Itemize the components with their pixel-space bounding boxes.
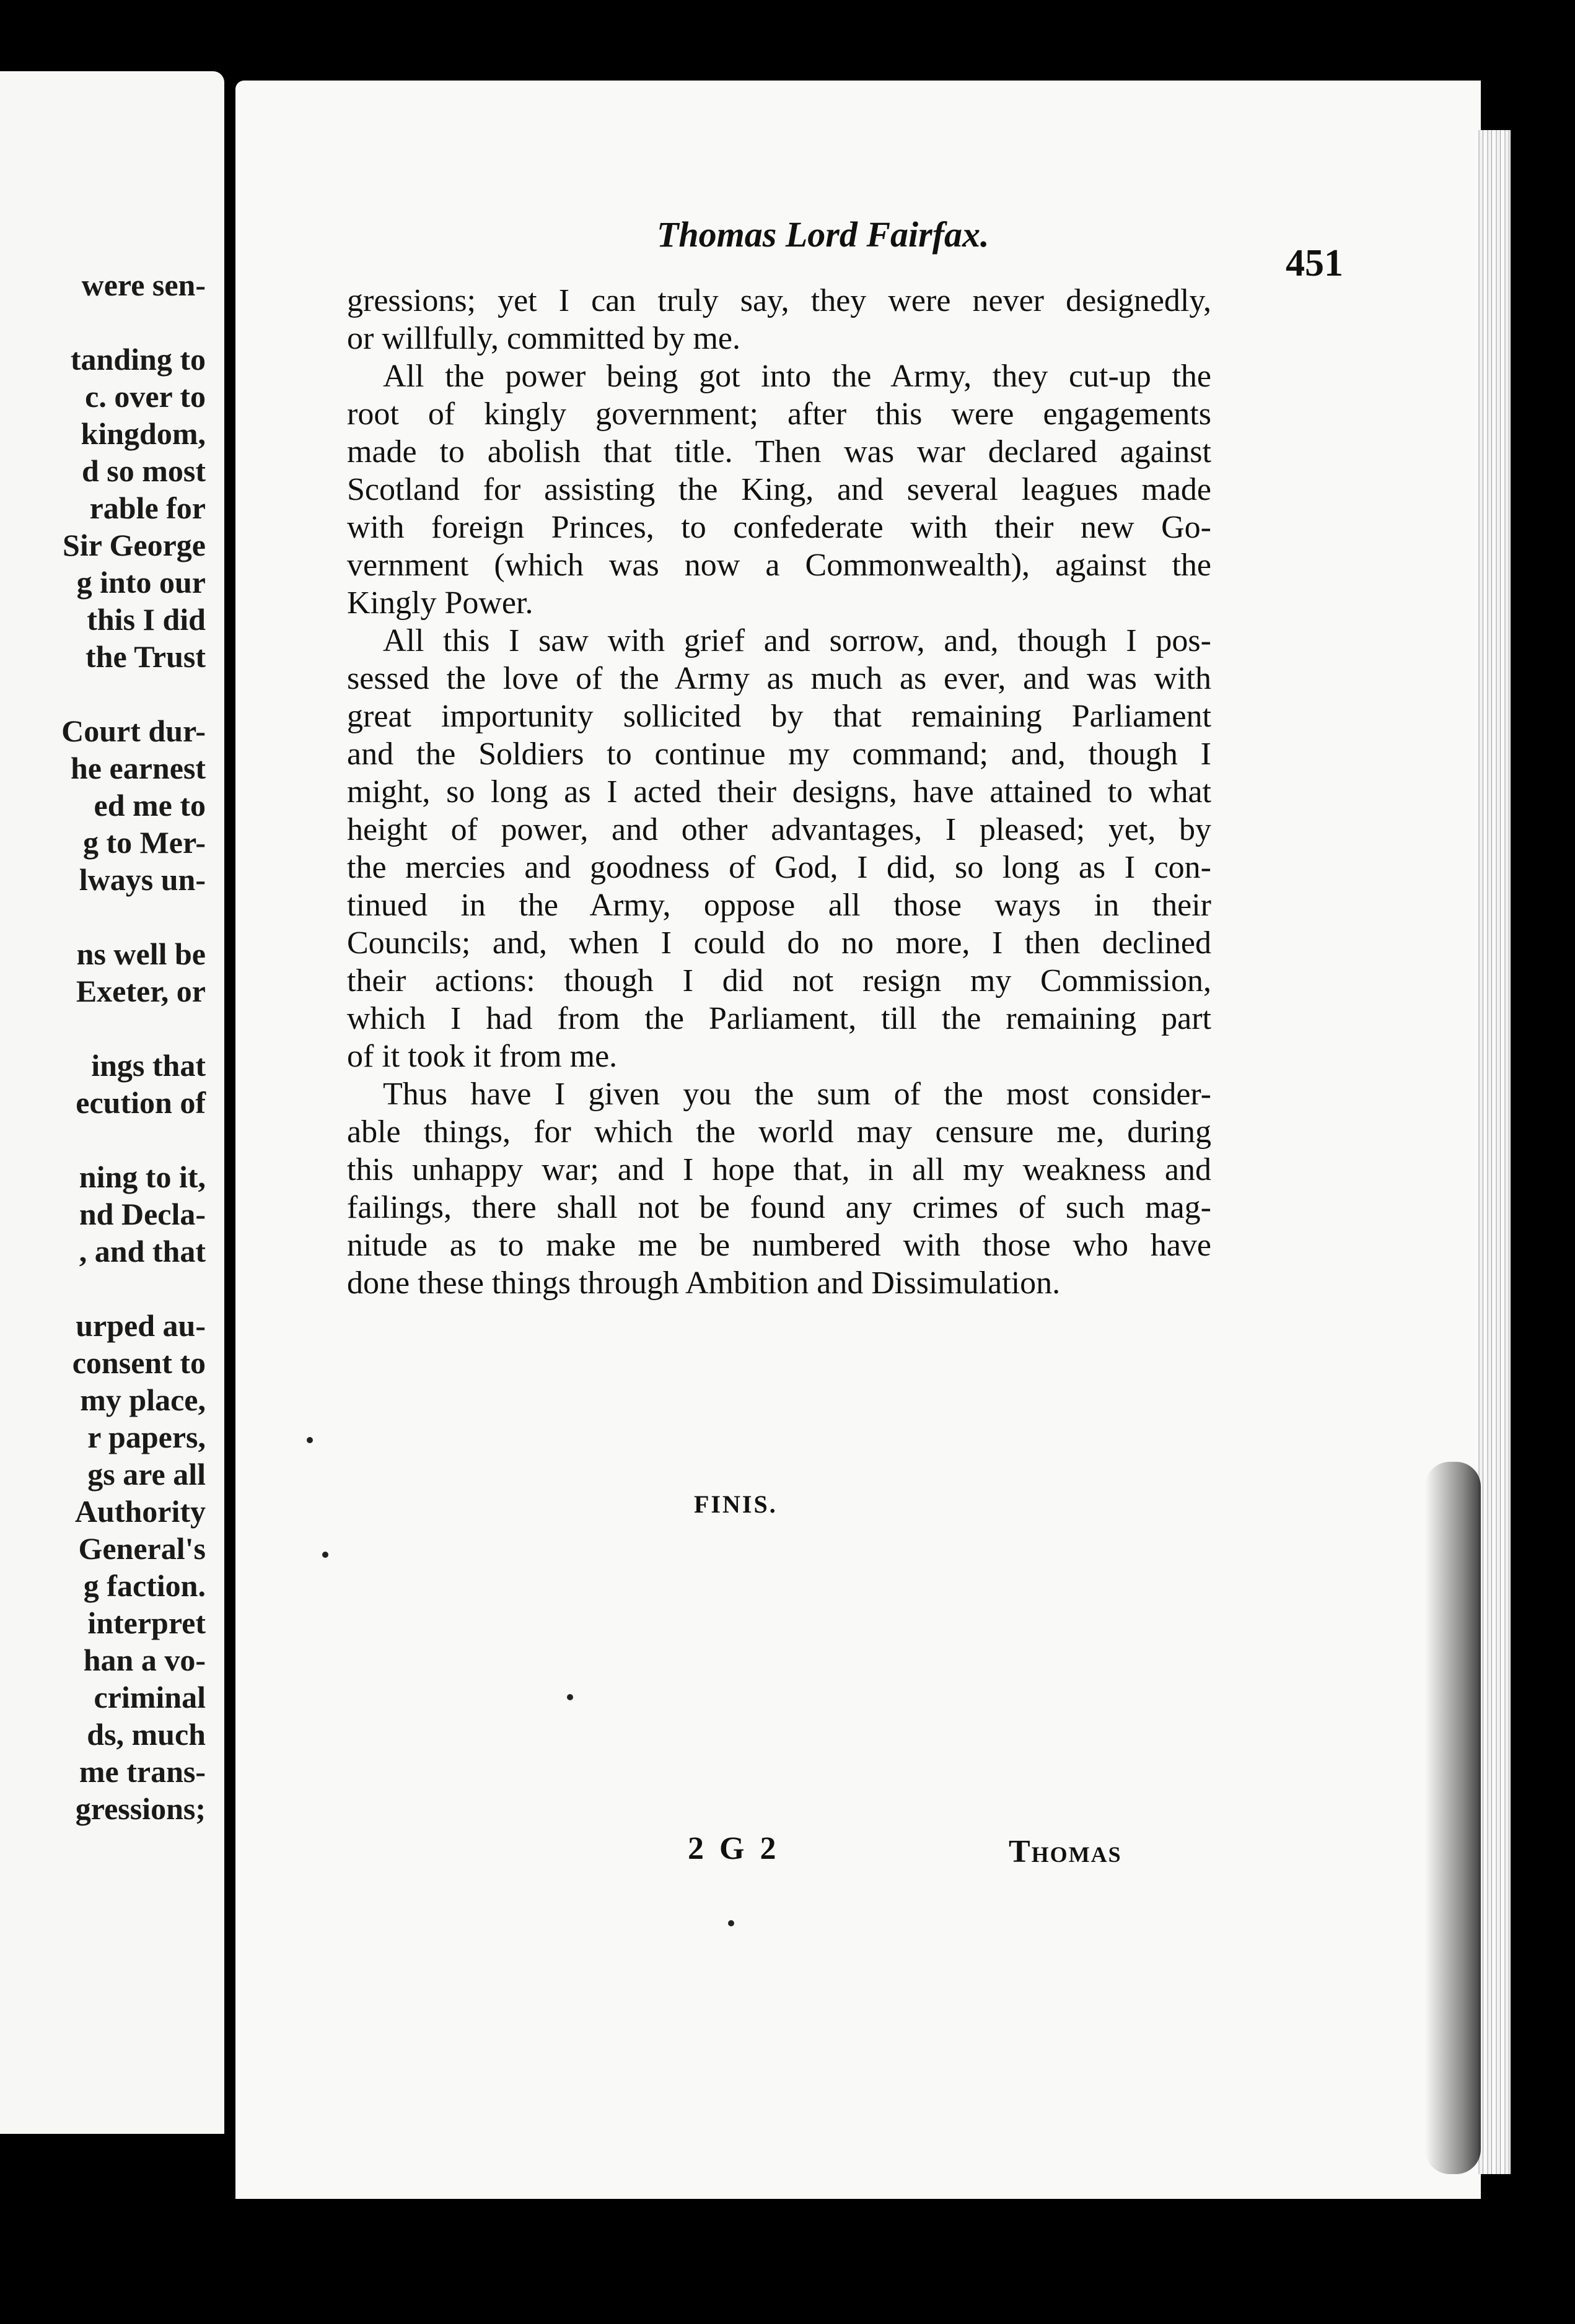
body-line: sessed the love of the Army as much as ever, and was with: [347, 661, 1211, 696]
left-page-line: ecution of: [76, 1085, 206, 1120]
left-page-line: [0, 1010, 206, 1047]
body-line: nitude as to make me be numbered with those who have: [347, 1228, 1211, 1263]
body-line: which I had from the Parliament, till the remaining part: [347, 1001, 1211, 1036]
body-line: the mercies and goodness of God, I did, so long as I con-: [347, 850, 1211, 885]
body-line: this unhappy war; and I hope that, in all my weakness and: [347, 1152, 1211, 1187]
left-page-line: Exeter, or: [76, 974, 206, 1008]
left-page-line: rable for: [89, 491, 206, 525]
left-page-line: [0, 898, 206, 935]
body-line: Thus have I given you the sum of the most consider-: [383, 1077, 1211, 1112]
left-page-line: Court dur-: [61, 714, 206, 748]
body-line: might, so long as I acted their designs, have attained to what: [347, 774, 1211, 810]
running-head: Thomas Lord Fairfax.: [657, 214, 989, 255]
left-page-line: gs are all: [87, 1457, 206, 1492]
body-line: done these things through Ambition and Dissimulation.: [347, 1265, 1061, 1301]
left-page-line: [0, 1270, 206, 1307]
body-line: failings, there shall not be found any crimes of such mag-: [347, 1190, 1211, 1225]
body-line: and the Soldiers to continue my command; and, though I: [347, 736, 1211, 772]
catchword: Thomas: [1009, 1834, 1122, 1869]
ink-speck: [307, 1437, 313, 1443]
left-page-line: he earnest: [71, 751, 206, 785]
left-page-line: consent to: [72, 1345, 206, 1380]
left-page-line: d so most: [81, 453, 206, 488]
left-page-line: , and that: [79, 1234, 206, 1269]
left-page-line: were sen-: [81, 268, 206, 302]
body-line: great importunity sollicited by that remaining Parliament: [347, 699, 1211, 734]
finis-label: FINIS.: [694, 1490, 778, 1518]
left-page-line: tanding to: [70, 342, 206, 377]
left-page-line: kingdom,: [81, 416, 206, 451]
page-stain: [1425, 1462, 1481, 2174]
body-line: vernment (which was now a Commonwealth), against the: [347, 548, 1211, 583]
body-line: made to abolish that title. Then was war declared against: [347, 434, 1211, 470]
left-page-line: Sir George: [63, 528, 206, 562]
left-page-line: han a vo-: [83, 1643, 206, 1677]
body-line: their actions: though I did not resign my Commission,: [347, 963, 1211, 998]
left-page-line: me trans-: [79, 1754, 206, 1789]
body-line: of it took it from me.: [347, 1039, 618, 1074]
left-page-line: ings that: [91, 1048, 206, 1083]
body-line: Scotland for assisting the King, and several leagues made: [347, 472, 1211, 507]
left-page-line: Authority: [74, 1494, 206, 1529]
left-page-line: interpret: [87, 1605, 206, 1640]
left-page-line: [0, 304, 206, 341]
signature-mark: 2 G 2: [688, 1831, 780, 1866]
left-page-text: [0, 266, 206, 1827]
ink-speck: [322, 1552, 328, 1558]
left-page-line: [0, 675, 206, 712]
book-gutter: [224, 81, 237, 2143]
body-line: able things, for which the world may censure me, during: [347, 1114, 1211, 1150]
left-page-line: my place,: [80, 1383, 206, 1417]
body-line: tinued in the Army, oppose all those ways in their: [347, 888, 1211, 923]
body-line: with foreign Princes, to confederate with their new Go-: [347, 510, 1211, 545]
left-page-line: [0, 1121, 206, 1158]
left-page-line: g into our: [76, 565, 206, 600]
body-line: All the power being got into the Army, they cut-up the: [383, 359, 1211, 394]
left-page-line: ed me to: [94, 788, 206, 823]
body-text: [347, 282, 1211, 1302]
left-page-line: lways un-: [79, 862, 206, 897]
left-page-line: g to Mer-: [82, 825, 206, 860]
left-page-line: ns well be: [76, 937, 206, 971]
left-page-line: nd Decla-: [79, 1197, 206, 1231]
left-page-line: criminal: [94, 1680, 206, 1715]
left-page-line: ning to it,: [79, 1160, 206, 1194]
body-line: Councils; and, when I could do no more, I then declined: [347, 925, 1211, 961]
body-line: height of power, and other advantages, I pleased; yet, by: [347, 812, 1211, 847]
body-line: gressions; yet I can truly say, they were never designedly,: [347, 283, 1211, 318]
ink-speck: [728, 1920, 734, 1926]
page-number: 451: [1286, 242, 1343, 284]
left-page-line: the Trust: [86, 639, 206, 674]
ink-speck: [567, 1694, 573, 1700]
body-line: root of kingly government; after this were engagements: [347, 396, 1211, 432]
left-page-line: urped au-: [76, 1308, 206, 1343]
left-page-line: ds, much: [87, 1717, 206, 1752]
left-page-line: c. over to: [85, 379, 206, 414]
left-page-line: General's: [78, 1531, 206, 1566]
left-page-line: r papers,: [87, 1420, 206, 1454]
left-page-line: g faction.: [83, 1568, 206, 1603]
left-page-line: this I did: [87, 602, 206, 637]
left-page-line: gressions;: [75, 1791, 206, 1826]
left-page: [0, 71, 224, 2134]
body-line: Kingly Power.: [347, 585, 533, 621]
body-line: All this I saw with grief and sorrow, and, though I pos-: [383, 623, 1211, 658]
body-line: or willfully, committed by me.: [347, 321, 740, 356]
